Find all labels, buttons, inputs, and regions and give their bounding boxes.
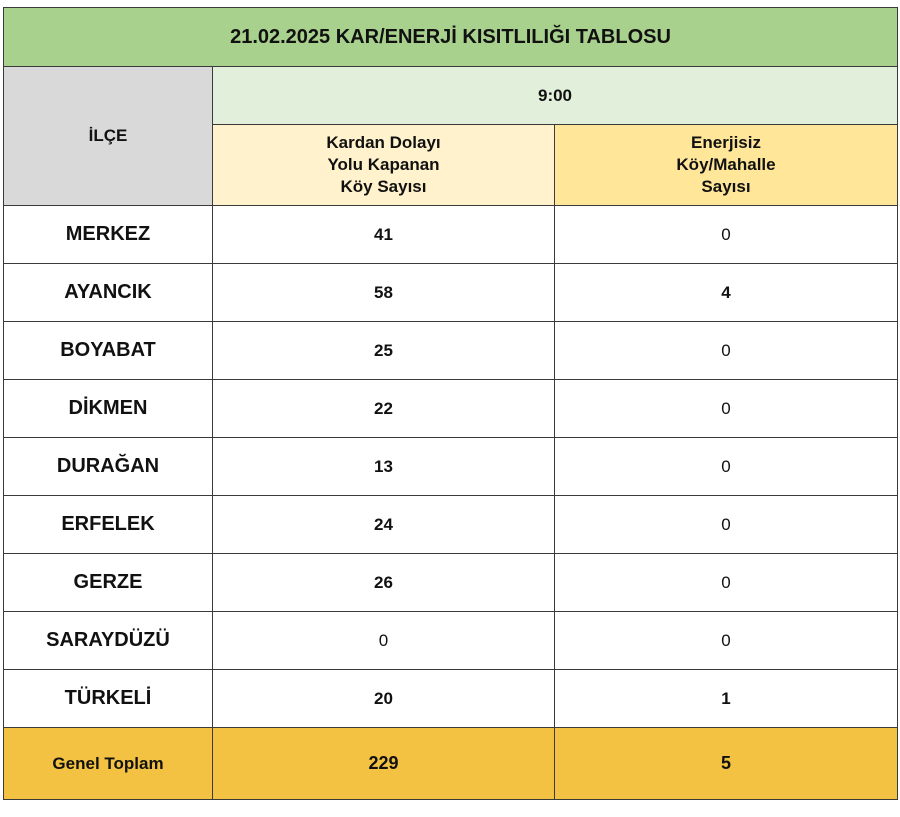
no-power-cell: 0 — [555, 438, 898, 496]
no-power-cell: 0 — [555, 322, 898, 380]
table-row — [4, 264, 898, 322]
no-power-cell: 1 — [555, 670, 898, 728]
total-no-power: 5 — [555, 728, 898, 800]
no-power-cell: 0 — [555, 496, 898, 554]
no-power-cell: 0 — [555, 206, 898, 264]
closed-roads-header: Kardan Dolayı Yolu Kapanan Köy Sayısı — [213, 125, 555, 206]
district-cell: DİKMEN — [4, 380, 213, 438]
closed-roads-cell: 20 — [213, 670, 555, 728]
table-title: 21.02.2025 KAR/ENERJİ KISITLILIĞI TABLOSU — [4, 8, 898, 67]
closed-roads-cell: 0 — [213, 612, 555, 670]
closed-roads-cell: 24 — [213, 496, 555, 554]
no-power-cell: 0 — [555, 612, 898, 670]
district-cell: MERKEZ — [4, 206, 213, 264]
restriction-table — [3, 7, 898, 800]
district-cell: AYANCIK — [4, 264, 213, 322]
closed-roads-cell: 26 — [213, 554, 555, 612]
district-cell: BOYABAT — [4, 322, 213, 380]
closed-roads-cell: 22 — [213, 380, 555, 438]
district-cell: TÜRKELİ — [4, 670, 213, 728]
district-cell: SARAYDÜZÜ — [4, 612, 213, 670]
table-row — [4, 496, 898, 554]
district-header: İLÇE — [4, 67, 213, 206]
table-row — [4, 438, 898, 496]
time-header: 9:00 — [213, 67, 898, 125]
district-cell: DURAĞAN — [4, 438, 213, 496]
closed-roads-cell: 58 — [213, 264, 555, 322]
table-row — [4, 554, 898, 612]
total-label: Genel Toplam — [4, 728, 213, 800]
table-row — [4, 322, 898, 380]
no-power-header: Enerjisiz Köy/Mahalle Sayısı — [555, 125, 898, 206]
table-row — [4, 206, 898, 264]
total-row — [4, 728, 898, 800]
table-row — [4, 670, 898, 728]
closed-roads-cell: 25 — [213, 322, 555, 380]
no-power-cell: 0 — [555, 554, 898, 612]
table-row — [4, 380, 898, 438]
total-closed: 229 — [213, 728, 555, 800]
closed-roads-cell: 41 — [213, 206, 555, 264]
no-power-cell: 4 — [555, 264, 898, 322]
closed-roads-cell: 13 — [213, 438, 555, 496]
district-cell: ERFELEK — [4, 496, 213, 554]
table-row — [4, 612, 898, 670]
no-power-cell: 0 — [555, 380, 898, 438]
district-cell: GERZE — [4, 554, 213, 612]
